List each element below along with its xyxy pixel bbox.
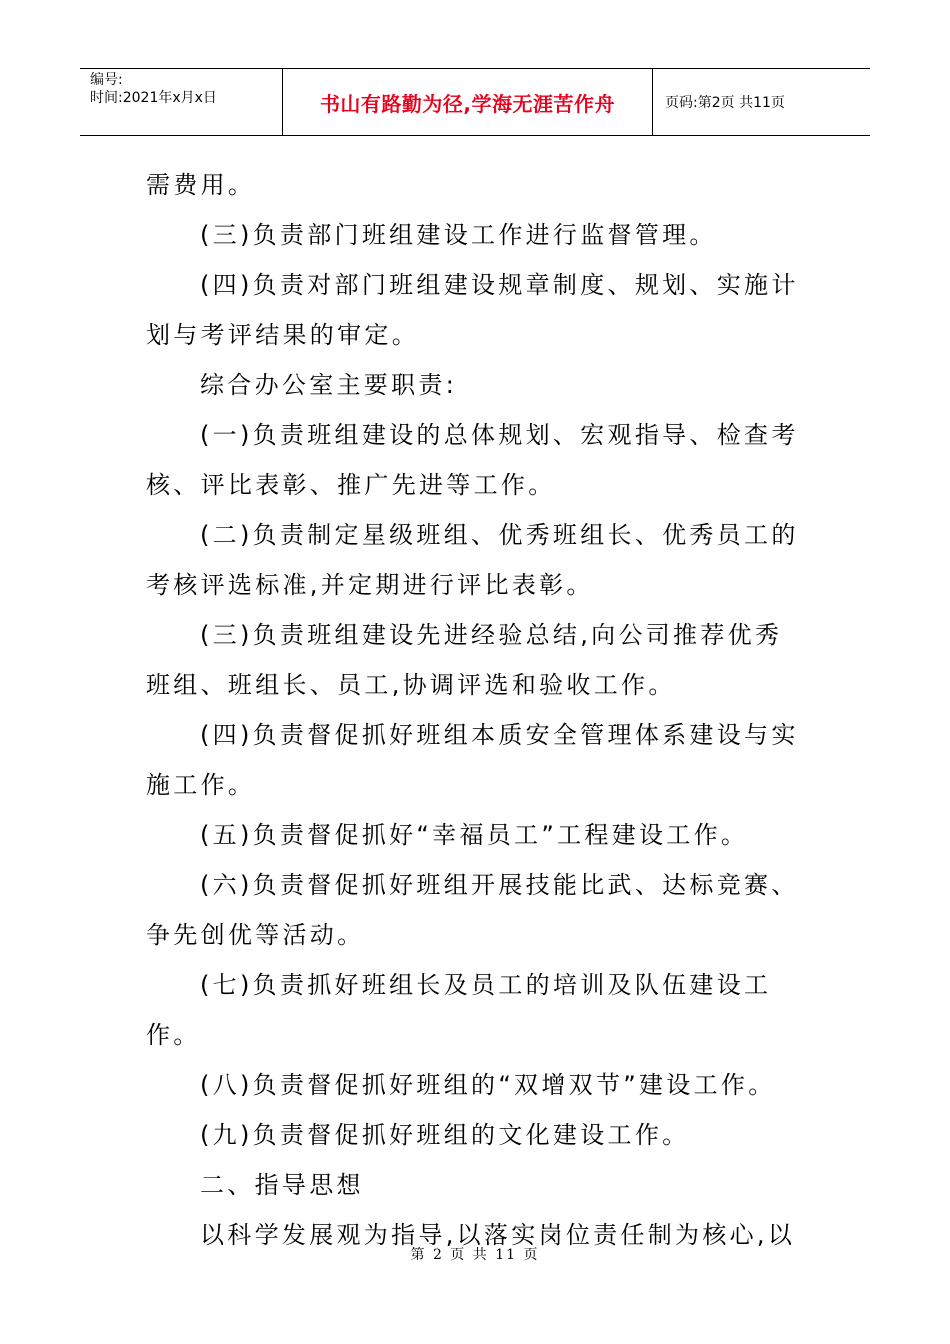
body-paragraph: (三)负责部门班组建设工作进行监督管理。 xyxy=(200,221,717,249)
body-paragraph: 需费用。 xyxy=(146,171,256,199)
body-paragraph: (七)负责抓好班组长及员工的培训及队伍建设工作。 xyxy=(146,971,772,1049)
body-paragraph: (三)负责班组建设先进经验总结,向公司推荐优秀班组、班组长、员工,协调评选和验收工作。 xyxy=(146,621,783,699)
header-page-info: 页码:第2页 共11页 xyxy=(665,95,785,111)
body-paragraph: 二、指导思想 xyxy=(200,1171,364,1199)
document-number-label: 编号: xyxy=(90,72,123,88)
body-paragraph: (一)负责班组建设的总体规划、宏观指导、检查考核、评比表彰、推广先进等工作。 xyxy=(146,421,799,499)
body-paragraph: (六)负责督促抓好班组开展技能比武、达标竞赛、争先创优等活动。 xyxy=(146,871,799,949)
document-time-label: 时间:2021年x月x日 xyxy=(90,90,217,106)
body-paragraph: (四)负责督促抓好班组本质安全管理体系建设与实施工作。 xyxy=(146,721,799,799)
page-header xyxy=(80,68,870,136)
body-paragraph: (五)负责督促抓好“幸福员工”工程建设工作。 xyxy=(200,821,749,849)
header-meta xyxy=(80,69,283,135)
document-body xyxy=(146,160,806,1260)
body-paragraph: (四)负责对部门班组建设规章制度、规划、实施计划与考评结果的审定。 xyxy=(146,271,799,349)
page-footer: 第 2 页 共 11 页 xyxy=(410,1247,540,1263)
body-paragraph: 综合办公室主要职责: xyxy=(200,371,458,399)
body-paragraph: (九)负责督促抓好班组的文化建设工作。 xyxy=(200,1121,690,1149)
body-paragraph: (八)负责督促抓好班组的“双增双节”建设工作。 xyxy=(200,1071,776,1099)
body-paragraph: 以科学发展观为指导,以落实岗位责任制为核心,以 xyxy=(200,1221,796,1249)
body-paragraph: (二)负责制定星级班组、优秀班组长、优秀员工的考核评选标准,并定期进行评比表彰。 xyxy=(146,521,799,599)
header-motto: 书山有路勤为径,学海无涯苦作舟 xyxy=(283,69,653,135)
